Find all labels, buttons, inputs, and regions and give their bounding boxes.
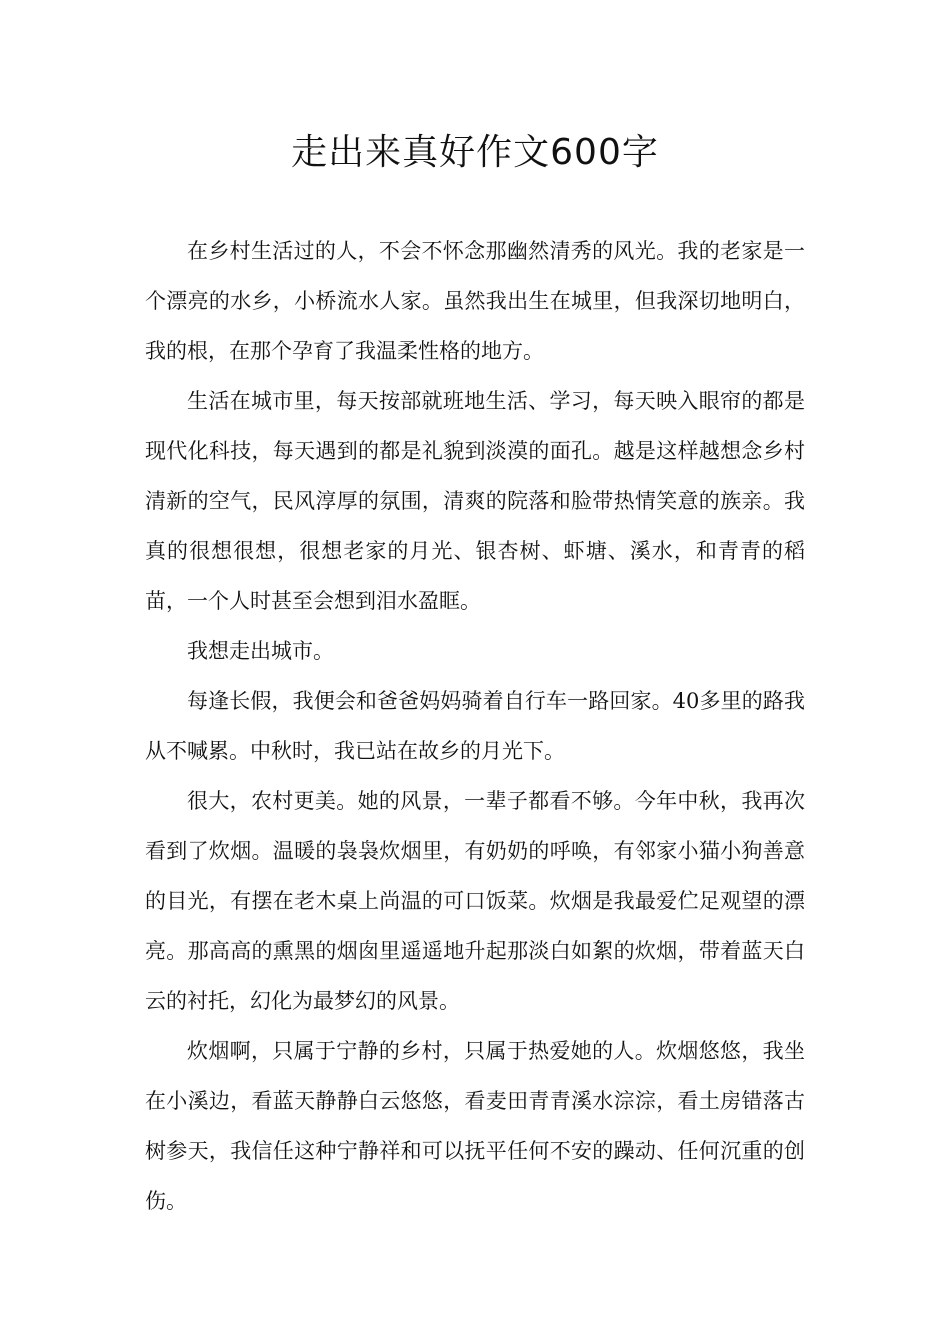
document-body (145, 226, 805, 1226)
paragraph-4: 每逢长假，我便会和爸爸妈妈骑着自行车一路回家。40多里的路我从不喊累。中秋时，我已站在故乡的月光下。 (145, 689, 805, 763)
paragraph-6: 炊烟啊，只属于宁静的乡村，只属于热爱她的人。炊烟悠悠，我坐在小溪边，看蓝天静静白云悠悠，看麦田青青溪水淙淙，看土房错落古树参天，我信任这种宁静祥和可以抚平任何不安的躁动、任何沉重的创伤。 (145, 1039, 805, 1213)
paragraph-5: 很大，农村更美。她的风景，一辈子都看不够。今年中秋，我再次看到了炊烟。温暖的袅袅炊烟里，有奶奶的呼唤，有邻家小猫小狗善意的目光，有摆在老木桌上尚温的可口饭菜。炊烟是我最爱伫足观望的漂亮。那高高的熏黑的烟囱里遥遥地升起那淡白如絮的炊烟，带着蓝天白云的衬托，幻化为最梦幻的风景。 (145, 789, 805, 1013)
paragraph-2: 生活在城市里，每天按部就班地生活、学习，每天映入眼帘的都是现代化科技，每天遇到的都是礼貌到淡漠的面孔。越是这样越想念乡村清新的空气，民风淳厚的氛围，清爽的院落和脸带热情笑意的族亲。我真的很想很想，很想老家的月光、银杏树、虾塘、溪水，和青青的稻苗，一个人时甚至会想到泪水盈眶。 (145, 389, 805, 613)
paragraph-3: 我想走出城市。 (187, 639, 334, 663)
document-title: 走出来真好作文600字 (291, 132, 659, 173)
paragraph-1: 在乡村生活过的人，不会不怀念那幽然清秀的风光。我的老家是一个漂亮的水乡，小桥流水人家。虽然我出生在城里，但我深切地明白，我的根，在那个孕育了我温柔性格的地方。 (145, 239, 805, 363)
